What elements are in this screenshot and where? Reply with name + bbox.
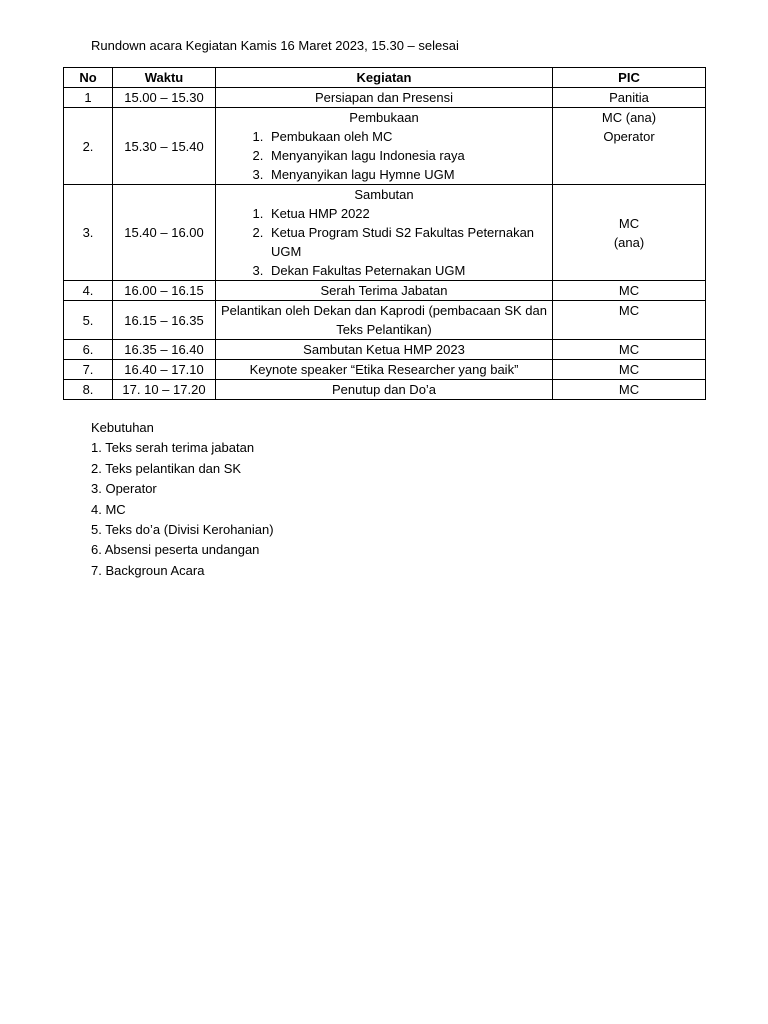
row-kegiatan: Keynote speaker “Etika Researcher yang baik” [216, 360, 553, 380]
table-header-row [64, 68, 706, 88]
rundown-table [63, 67, 706, 400]
table-row [64, 301, 706, 340]
row-waktu: 17. 10 – 17.20 [113, 380, 216, 400]
activity-title: Sambutan [354, 187, 414, 202]
row-no: 5. [64, 301, 113, 340]
row-kegiatan: Penutup dan Do’a [216, 380, 553, 400]
table-row [64, 108, 706, 185]
document-title: Rundown acara Kegiatan Kamis 16 Maret 2023, 15.30 – selesai [91, 38, 459, 53]
list-item: 2. Teks pelantikan dan SK [91, 460, 242, 476]
list-item: 3. Menyanyikan lagu Hymne UGM [267, 165, 548, 184]
row-waktu: 16.00 – 16.15 [113, 281, 216, 301]
table-row [64, 185, 706, 281]
header-pic: PIC [553, 68, 706, 88]
row-waktu: 16.40 – 17.10 [113, 360, 216, 380]
table-row [64, 340, 706, 360]
row-kegiatan: Pelantikan oleh Dekan dan Kaprodi (pembacaan SK dan Teks Pelantikan) [216, 301, 553, 340]
row-pic: MC [553, 380, 706, 400]
list-item: 1. Teks serah terima jabatan [91, 440, 255, 456]
row-kegiatan: Serah Terima Jabatan [216, 281, 553, 301]
row-pic: Panitia [553, 88, 706, 108]
list-item: 1. Ketua HMP 2022 [267, 204, 548, 223]
row-waktu: 15.40 – 16.00 [113, 185, 216, 281]
pic-line: MC (ana) [601, 110, 657, 125]
row-no: 2. [64, 108, 113, 185]
needs-heading: Kebutuhan [91, 420, 154, 435]
activity-sublist [220, 204, 548, 280]
row-waktu: 16.35 – 16.40 [113, 340, 216, 360]
row-waktu: 16.15 – 16.35 [113, 301, 216, 340]
row-pic: MC [553, 360, 706, 380]
row-kegiatan: Persiapan dan Presensi [216, 88, 553, 108]
row-waktu: 15.00 – 15.30 [113, 88, 216, 108]
activity-sublist [220, 127, 548, 184]
row-kegiatan: Sambutan Ketua HMP 2023 [216, 340, 553, 360]
list-item: 2. Menyanyikan lagu Indonesia raya [267, 146, 548, 165]
row-pic: MC [553, 340, 706, 360]
list-item: 5. Teks do’a (Divisi Kerohanian) [91, 522, 274, 538]
row-no: 7. [64, 360, 113, 380]
row-kegiatan [216, 108, 553, 185]
table-row [64, 380, 706, 400]
header-no: No [64, 68, 113, 88]
pic-line: (ana) [613, 234, 645, 250]
row-no: 3. [64, 185, 113, 281]
row-pic [553, 185, 706, 281]
list-item: 3. Dekan Fakultas Peternakan UGM [267, 261, 548, 280]
list-item: 7. Backgroun Acara [91, 562, 205, 578]
list-item: 6. Absensi peserta undangan [91, 542, 260, 558]
header-waktu: Waktu [113, 68, 216, 88]
activity-title: Pembukaan [349, 110, 419, 125]
row-waktu: 15.30 – 15.40 [113, 108, 216, 185]
list-item: 4. MC [91, 501, 126, 517]
pic-line: Operator [603, 129, 655, 144]
row-no: 6. [64, 340, 113, 360]
list-item: 2. Ketua Program Studi S2 Fakultas Peternakan UGM [267, 223, 548, 261]
row-pic: MC [553, 301, 706, 340]
row-no: 4. [64, 281, 113, 301]
list-item: 3. Operator [91, 481, 157, 497]
row-kegiatan [216, 185, 553, 281]
pic-line: MC [618, 215, 640, 231]
row-no: 8. [64, 380, 113, 400]
header-kegiatan: Kegiatan [216, 68, 553, 88]
row-pic: MC [553, 281, 706, 301]
table-row [64, 360, 706, 380]
table-row [64, 88, 706, 108]
row-no: 1 [64, 88, 113, 108]
needs-section [91, 418, 274, 581]
list-item: 1. Pembukaan oleh MC [267, 127, 548, 146]
row-pic [553, 108, 706, 185]
table-row [64, 281, 706, 301]
